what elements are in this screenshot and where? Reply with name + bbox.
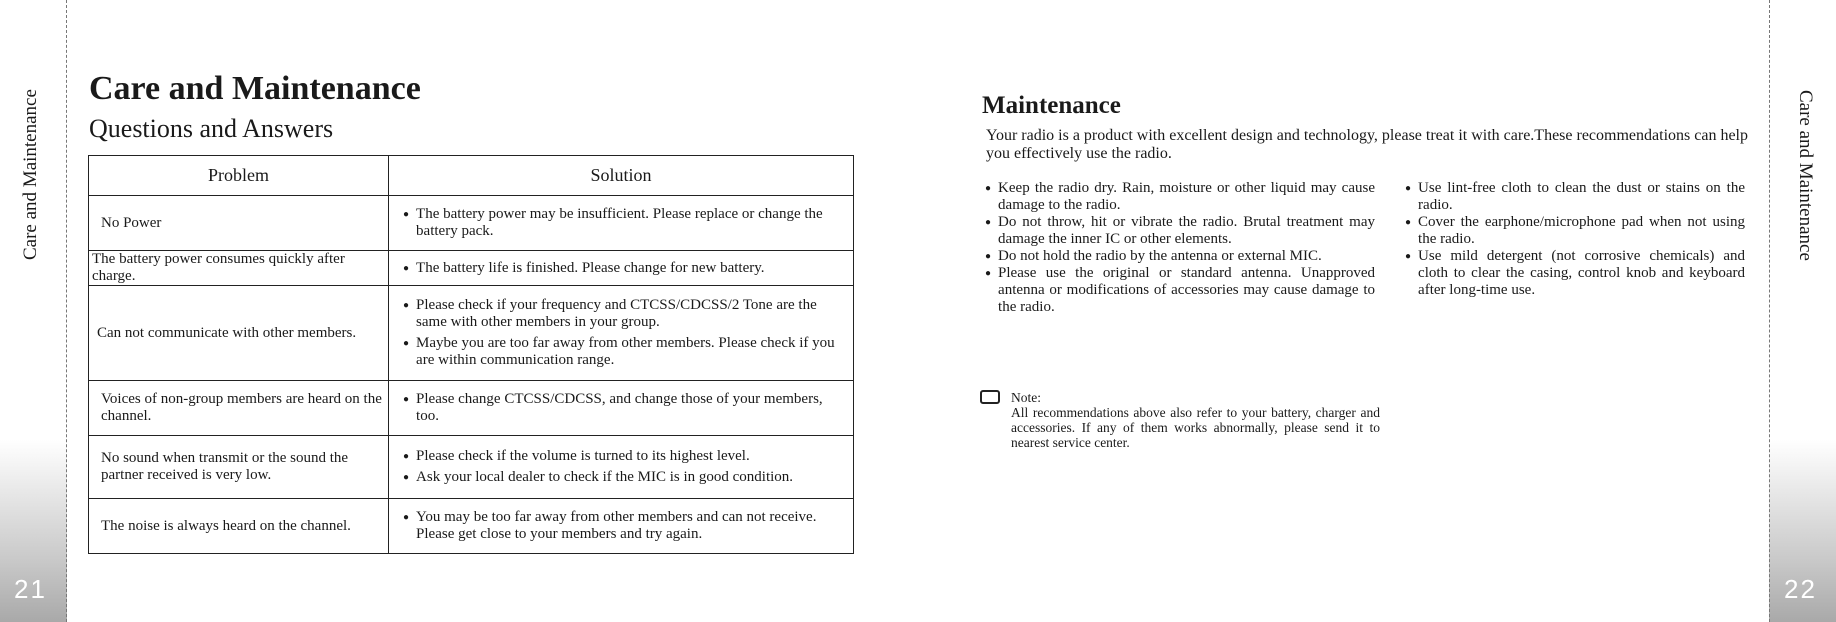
table-header (89, 156, 854, 196)
page-number: 22 (1784, 574, 1817, 604)
table-row (89, 251, 854, 286)
note-box (980, 390, 1380, 450)
page-title: Care and Maintenance (89, 70, 421, 107)
note-text: All recommendations above also refer to your battery, charger and accessories. If any of them works abnormally, please send it to nearest service center. (1011, 405, 1380, 450)
table-row (89, 286, 854, 381)
page-number: 21 (14, 574, 47, 604)
qa-table (88, 155, 854, 554)
note-label: Note: (1011, 390, 1041, 405)
table-row (89, 436, 854, 499)
problem-cell: Can not communicate with other members. (89, 286, 389, 381)
problem-cell: No sound when transmit or the sound the partner received is very low. (89, 436, 389, 499)
solution-item: ● Ask your local dealer to check if the MIC is in good condition. (403, 469, 845, 486)
header-solution: Solution (389, 156, 854, 196)
recommendation-item: ● Do not throw, hit or vibrate the radio. Brutal treatment may damage the inner IC or other elements. (985, 214, 1375, 248)
recommendation-item: ● Please use the original or standard antenna. Unapproved antenna or modifications of accessories may cause damage to the radio. (985, 265, 1375, 316)
side-title: Care and Maintenance (20, 89, 41, 261)
problem-cell: Voices of non-group members are heard on the channel. (89, 381, 389, 436)
problem-cell: The battery power consumes quickly after charge. (89, 251, 389, 286)
solution-item: ● Maybe you are too far away from other members. Please check if you are within communication range. (403, 335, 845, 369)
table-row (89, 196, 854, 251)
maintenance-title: Maintenance (982, 92, 1121, 119)
table-row (89, 499, 854, 554)
right-margin-strip (1769, 0, 1836, 622)
header-problem: Problem (89, 156, 389, 196)
maintenance-intro: Your radio is a product with excellent design and technology, please treat it with care.These recommendations can help you effectively use the radio. (986, 127, 1748, 162)
side-title: Care and Maintenance (1795, 89, 1816, 261)
recommendation-item: ● Use mild detergent (not corrosive chemicals) and cloth to clear the casing, control knob and keyboard after long-time use. (1405, 248, 1745, 299)
solution-item: ● The battery power may be insufficient. Please replace or change the battery pack. (403, 206, 845, 240)
recommendation-item: ● Keep the radio dry. Rain, moisture or other liquid may cause damage to the radio. (985, 180, 1375, 214)
recommendation-item: ● Cover the earphone/microphone pad when not using the radio. (1405, 214, 1745, 248)
solution-item: ● Please change CTCSS/CDCSS, and change those of your members, too. (403, 391, 845, 425)
note-icon (980, 390, 1000, 404)
page-subtitle: Questions and Answers (89, 114, 334, 143)
solution-item: ● The battery life is finished. Please change for new battery. (403, 260, 845, 277)
recommendations-col-2 (1405, 180, 1745, 299)
solution-item: ● Please check if your frequency and CTCSS/CDCSS/2 Tone are the same with other members in your group. (403, 297, 845, 331)
recommendation-item: ● Use lint-free cloth to clean the dust or stains on the radio. (1405, 180, 1745, 214)
solution-item: ● Please check if the volume is turned to its highest level. (403, 448, 845, 465)
recommendation-item: ● Do not hold the radio by the antenna or external MIC. (985, 248, 1375, 265)
left-margin-strip (0, 0, 67, 622)
recommendations-col-1 (985, 180, 1375, 316)
solution-item: ● You may be too far away from other members and can not receive. Please get close to your members and try again. (403, 509, 845, 543)
table-row (89, 381, 854, 436)
problem-cell: The noise is always heard on the channel. (89, 499, 389, 554)
problem-cell: No Power (89, 196, 389, 251)
